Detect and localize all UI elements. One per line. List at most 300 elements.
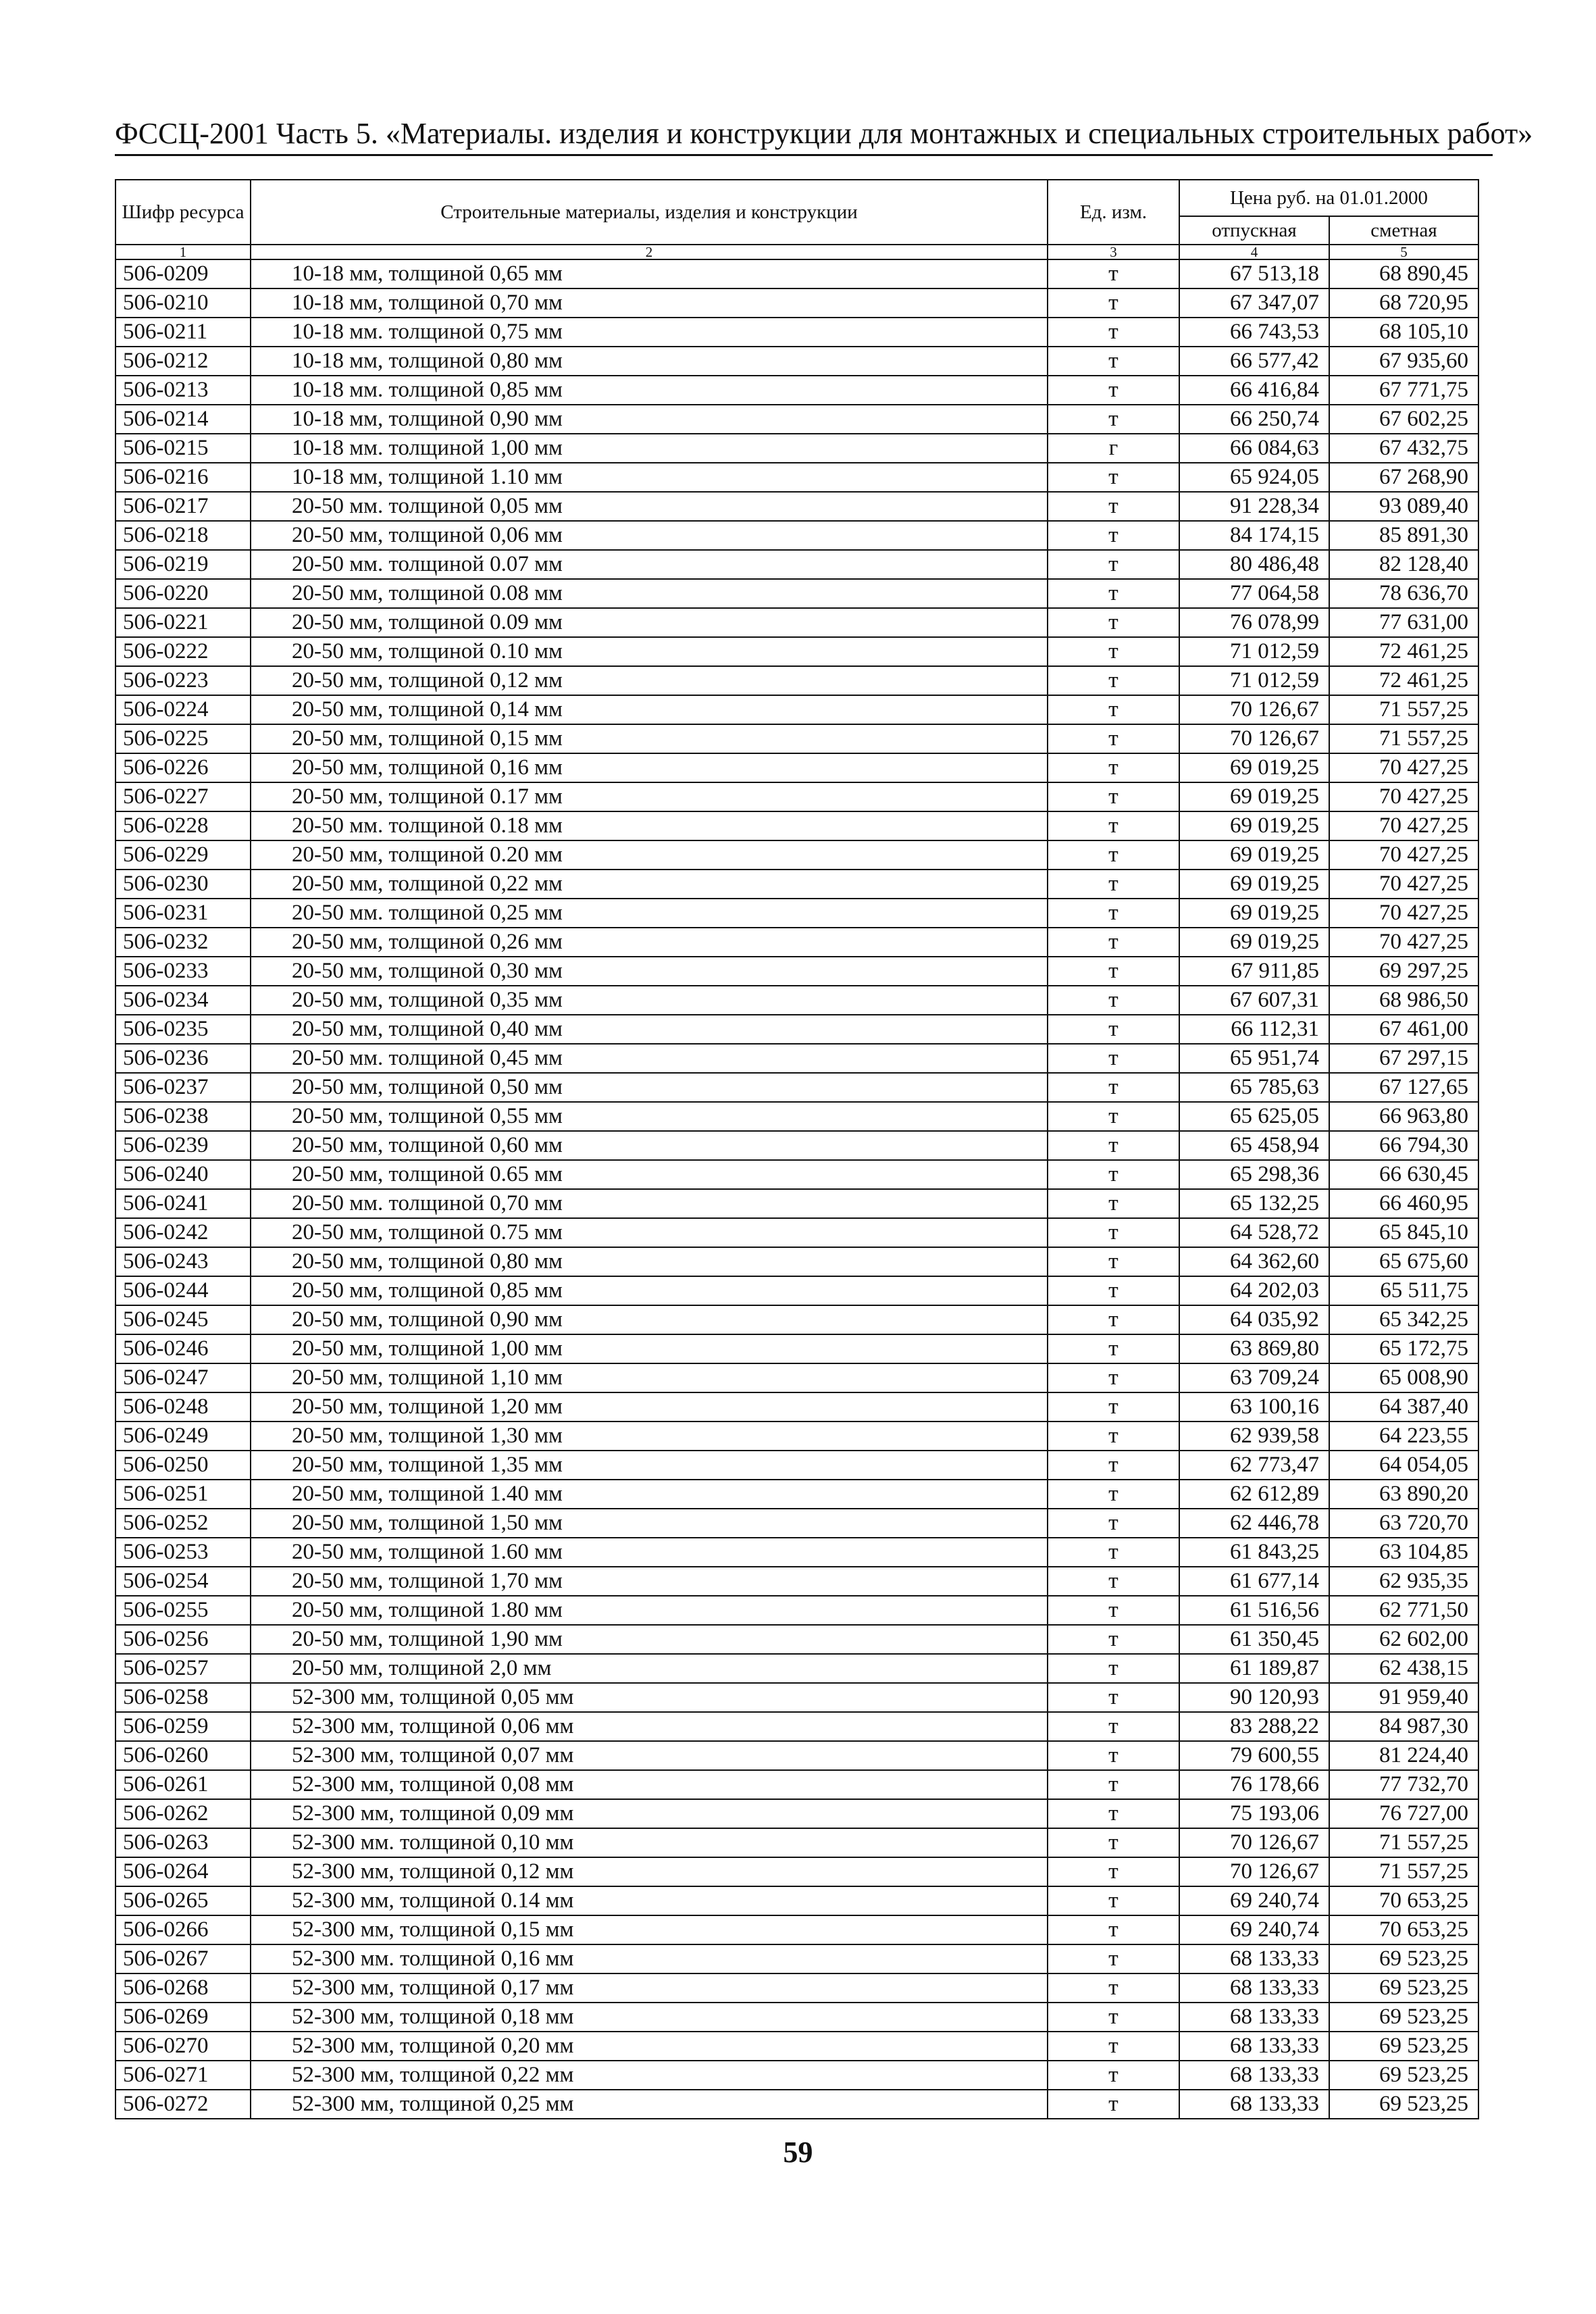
estimate-price: 68 986,50: [1329, 986, 1478, 1015]
estimate-price: 67 771,75: [1329, 376, 1478, 405]
unit-of-measure: т: [1048, 579, 1179, 608]
release-price: 68 133,33: [1179, 1944, 1329, 1973]
release-price: 69 019,25: [1179, 928, 1329, 957]
resource-code: 506-0218: [115, 521, 251, 550]
release-price: 76 078,99: [1179, 608, 1329, 637]
estimate-price: 63 720,70: [1329, 1509, 1478, 1538]
unit-of-measure: т: [1048, 376, 1179, 405]
unit-of-measure: т: [1048, 1538, 1179, 1567]
estimate-price: 66 794,30: [1329, 1131, 1478, 1160]
material-name: 52-300 мм, толщиной 0,12 мм: [251, 1857, 1048, 1886]
unit-of-measure: т: [1048, 1451, 1179, 1480]
resource-code: 506-0230: [115, 870, 251, 899]
material-name: 20-50 мм, толщиной 1,00 мм: [251, 1334, 1048, 1363]
unit-of-measure: т: [1048, 318, 1179, 347]
release-price: 70 126,67: [1179, 1857, 1329, 1886]
table-row: [115, 782, 1478, 811]
material-name: 20-50 мм, толщиной 0,12 мм: [251, 666, 1048, 695]
table-row: [115, 1102, 1478, 1131]
release-price: 61 516,56: [1179, 1596, 1329, 1625]
table-row: [115, 288, 1478, 318]
table-row: [115, 1712, 1478, 1741]
unit-of-measure: т: [1048, 1334, 1179, 1363]
release-price: 66 743,53: [1179, 318, 1329, 347]
table-row: [115, 986, 1478, 1015]
table-body: [115, 259, 1478, 2119]
release-price: 62 446,78: [1179, 1509, 1329, 1538]
estimate-price: 70 427,25: [1329, 840, 1478, 870]
release-price: 69 019,25: [1179, 753, 1329, 782]
estimate-price: 70 427,25: [1329, 928, 1478, 957]
material-name: 52-300 мм, толщиной 0,09 мм: [251, 1799, 1048, 1828]
unit-of-measure: т: [1048, 1654, 1179, 1683]
resource-code: 506-0265: [115, 1886, 251, 1915]
table-row: [115, 550, 1478, 579]
estimate-price: 65 172,75: [1329, 1334, 1478, 1363]
estimate-price: 64 223,55: [1329, 1422, 1478, 1451]
unit-of-measure: т: [1048, 1305, 1179, 1334]
table-row: [115, 1944, 1478, 1973]
release-price: 63 100,16: [1179, 1392, 1329, 1422]
resource-code: 506-0262: [115, 1799, 251, 1828]
table-row: [115, 318, 1478, 347]
unit-of-measure: т: [1048, 1247, 1179, 1276]
release-price: 66 250,74: [1179, 405, 1329, 434]
unit-of-measure: т: [1048, 637, 1179, 666]
table-row: [115, 1073, 1478, 1102]
estimate-price: 93 089,40: [1329, 492, 1478, 521]
material-name: 52-300 мм, толщиной 0,15 мм: [251, 1915, 1048, 1944]
unit-of-measure: т: [1048, 2003, 1179, 2032]
unit-of-measure: т: [1048, 2090, 1179, 2119]
release-price: 83 288,22: [1179, 1712, 1329, 1741]
material-name: 20-50 мм, толщиной 1.60 мм: [251, 1538, 1048, 1567]
resource-code: 506-0221: [115, 608, 251, 637]
unit-of-measure: т: [1048, 986, 1179, 1015]
material-name: 20-50 мм. толщиной 0,70 мм: [251, 1189, 1048, 1218]
estimate-price: 71 557,25: [1329, 1828, 1478, 1857]
resource-code: 506-0254: [115, 1567, 251, 1596]
estimate-price: 70 427,25: [1329, 870, 1478, 899]
estimate-price: 63 104,85: [1329, 1538, 1478, 1567]
resource-code: 506-0247: [115, 1363, 251, 1392]
resource-code: 506-0242: [115, 1218, 251, 1247]
material-name: 20-50 мм, толщиной 0,60 мм: [251, 1131, 1048, 1160]
release-price: 61 189,87: [1179, 1654, 1329, 1683]
material-name: 20-50 мм, толщиной 0,22 мм: [251, 870, 1048, 899]
release-price: 64 528,72: [1179, 1218, 1329, 1247]
material-name: 20-50 мм, толщиной 0,40 мм: [251, 1015, 1048, 1044]
resource-code: 506-0258: [115, 1683, 251, 1712]
resource-code: 506-0210: [115, 288, 251, 318]
resource-code: 506-0238: [115, 1102, 251, 1131]
release-price: 64 202,03: [1179, 1276, 1329, 1305]
estimate-price: 76 727,00: [1329, 1799, 1478, 1828]
resource-code: 506-0268: [115, 1973, 251, 2003]
release-price: 62 773,47: [1179, 1451, 1329, 1480]
unit-of-measure: т: [1048, 521, 1179, 550]
resource-code: 506-0250: [115, 1451, 251, 1480]
unit-of-measure: т: [1048, 1189, 1179, 1218]
resource-code: 506-0233: [115, 957, 251, 986]
unit-of-measure: т: [1048, 2032, 1179, 2061]
resource-code: 506-0263: [115, 1828, 251, 1857]
release-price: 64 035,92: [1179, 1305, 1329, 1334]
table-row: [115, 1973, 1478, 2003]
material-name: 20-50 мм. толщиной 0.18 мм: [251, 811, 1048, 840]
release-price: 67 513,18: [1179, 259, 1329, 288]
estimate-price: 65 008,90: [1329, 1363, 1478, 1392]
col-header-code: Шифр ресурса: [115, 180, 251, 245]
table-row: [115, 1741, 1478, 1770]
estimate-price: 70 427,25: [1329, 899, 1478, 928]
material-name: 20-50 мм, толщиной 1,30 мм: [251, 1422, 1048, 1451]
resource-code: 506-0248: [115, 1392, 251, 1422]
release-price: 61 350,45: [1179, 1625, 1329, 1654]
estimate-price: 71 557,25: [1329, 695, 1478, 724]
resource-code: 506-0252: [115, 1509, 251, 1538]
estimate-price: 71 557,25: [1329, 724, 1478, 753]
resource-code: 506-0231: [115, 899, 251, 928]
material-name: 10-18 мм, толщиной 1.10 мм: [251, 463, 1048, 492]
table-row: [115, 1363, 1478, 1392]
estimate-price: 65 675,60: [1329, 1247, 1478, 1276]
resource-code: 506-0220: [115, 579, 251, 608]
unit-of-measure: т: [1048, 1596, 1179, 1625]
material-name: 20-50 мм, толщиной 1.40 мм: [251, 1480, 1048, 1509]
release-price: 64 362,60: [1179, 1247, 1329, 1276]
material-name: 52-300 мм. толщиной 0,16 мм: [251, 1944, 1048, 1973]
table-row: [115, 724, 1478, 753]
unit-of-measure: т: [1048, 1973, 1179, 2003]
table-row: [115, 1160, 1478, 1189]
release-price: 69 019,25: [1179, 840, 1329, 870]
release-price: 84 174,15: [1179, 521, 1329, 550]
estimate-price: 84 987,30: [1329, 1712, 1478, 1741]
resource-code: 506-0217: [115, 492, 251, 521]
release-price: 76 178,66: [1179, 1770, 1329, 1799]
page-number: 59: [783, 2136, 813, 2169]
release-price: 65 951,74: [1179, 1044, 1329, 1073]
release-price: 70 126,67: [1179, 724, 1329, 753]
table-row: [115, 899, 1478, 928]
unit-of-measure: т: [1048, 1683, 1179, 1712]
resource-code: 506-0226: [115, 753, 251, 782]
estimate-price: 66 630,45: [1329, 1160, 1478, 1189]
col-header-price: Цена руб. на 01.01.2000: [1179, 180, 1478, 216]
estimate-price: 65 845,10: [1329, 1218, 1478, 1247]
material-name: 10-18 мм. толщиной 0,75 мм: [251, 318, 1048, 347]
resource-code: 506-0272: [115, 2090, 251, 2119]
estimate-price: 72 461,25: [1329, 666, 1478, 695]
unit-of-measure: т: [1048, 695, 1179, 724]
unit-of-measure: т: [1048, 288, 1179, 318]
resource-code: 506-0209: [115, 259, 251, 288]
table-row: [115, 928, 1478, 957]
material-name: 20-50 мм, толщиной 0.65 мм: [251, 1160, 1048, 1189]
resource-code: 506-0212: [115, 347, 251, 376]
resource-code: 506-0227: [115, 782, 251, 811]
table-row: [115, 1683, 1478, 1712]
material-name: 20-50 мм, толщиной 1,50 мм: [251, 1509, 1048, 1538]
release-price: 66 084,63: [1179, 434, 1329, 463]
release-price: 71 012,59: [1179, 666, 1329, 695]
unit-of-measure: т: [1048, 463, 1179, 492]
table-row: [115, 1131, 1478, 1160]
unit-of-measure: т: [1048, 405, 1179, 434]
release-price: 65 785,63: [1179, 1073, 1329, 1102]
table-row: [115, 637, 1478, 666]
unit-of-measure: т: [1048, 1770, 1179, 1799]
unit-of-measure: т: [1048, 608, 1179, 637]
table-row: [115, 1770, 1478, 1799]
release-price: 69 019,25: [1179, 811, 1329, 840]
table-row: [115, 1480, 1478, 1509]
table-row: [115, 492, 1478, 521]
table-row: [115, 1392, 1478, 1422]
material-name: 52-300 мм, толщиной 0,25 мм: [251, 2090, 1048, 2119]
col-number: 4: [1179, 245, 1329, 259]
table-row: [115, 870, 1478, 899]
table-row: [115, 1247, 1478, 1276]
table-row: [115, 1189, 1478, 1218]
table-row: [115, 1828, 1478, 1857]
table-row: [115, 376, 1478, 405]
resource-code: 506-0216: [115, 463, 251, 492]
resource-code: 506-0214: [115, 405, 251, 434]
table-row: [115, 2032, 1478, 2061]
release-price: 65 458,94: [1179, 1131, 1329, 1160]
table-row: [115, 1915, 1478, 1944]
table-row: [115, 1886, 1478, 1915]
estimate-price: 69 297,25: [1329, 957, 1478, 986]
unit-of-measure: т: [1048, 870, 1179, 899]
estimate-price: 67 297,15: [1329, 1044, 1478, 1073]
material-name: 20-50 мм, толщиной 0,90 мм: [251, 1305, 1048, 1334]
release-price: 66 112,31: [1179, 1015, 1329, 1044]
material-name: 20-50 мм, толщиной 0,30 мм: [251, 957, 1048, 986]
estimate-price: 66 460,95: [1329, 1189, 1478, 1218]
unit-of-measure: г: [1048, 434, 1179, 463]
table-row: [115, 666, 1478, 695]
estimate-price: 65 342,25: [1329, 1305, 1478, 1334]
estimate-price: 65 511,75: [1329, 1276, 1478, 1305]
release-price: 70 126,67: [1179, 1828, 1329, 1857]
estimate-price: 62 771,50: [1329, 1596, 1478, 1625]
release-price: 69 019,25: [1179, 870, 1329, 899]
unit-of-measure: т: [1048, 550, 1179, 579]
material-name: 20-50 мм, толщиной 2,0 мм: [251, 1654, 1048, 1683]
unit-of-measure: т: [1048, 1392, 1179, 1422]
estimate-price: 70 653,25: [1329, 1886, 1478, 1915]
release-price: 65 625,05: [1179, 1102, 1329, 1131]
unit-of-measure: т: [1048, 492, 1179, 521]
material-name: 20-50 мм, толщиной 0,80 мм: [251, 1247, 1048, 1276]
unit-of-measure: т: [1048, 259, 1179, 288]
resource-code: 506-0255: [115, 1596, 251, 1625]
release-price: 69 019,25: [1179, 782, 1329, 811]
unit-of-measure: т: [1048, 1102, 1179, 1131]
resource-code: 506-0237: [115, 1073, 251, 1102]
material-name: 52-300 мм, толщиной 0,18 мм: [251, 2003, 1048, 2032]
material-name: 20-50 мм, толщиной 0,15 мм: [251, 724, 1048, 753]
release-price: 70 126,67: [1179, 695, 1329, 724]
resource-code: 506-0266: [115, 1915, 251, 1944]
unit-of-measure: т: [1048, 1015, 1179, 1044]
table-row: [115, 2061, 1478, 2090]
resource-code: 506-0259: [115, 1712, 251, 1741]
resource-code: 506-0240: [115, 1160, 251, 1189]
resource-code: 506-0232: [115, 928, 251, 957]
material-name: 52-300 мм, толщиной 0,20 мм: [251, 2032, 1048, 2061]
material-name: 20-50 мм, толщиной 1,70 мм: [251, 1567, 1048, 1596]
table-row: [115, 1305, 1478, 1334]
release-price: 68 133,33: [1179, 2090, 1329, 2119]
resource-code: 506-0225: [115, 724, 251, 753]
table-row: [115, 753, 1478, 782]
resource-code: 506-0223: [115, 666, 251, 695]
resource-code: 506-0243: [115, 1247, 251, 1276]
header-rule: [115, 154, 1493, 156]
estimate-price: 62 935,35: [1329, 1567, 1478, 1596]
material-name: 20-50 мм. толщиной 0.07 мм: [251, 550, 1048, 579]
release-price: 68 133,33: [1179, 2061, 1329, 2090]
estimate-price: 68 890,45: [1329, 259, 1478, 288]
material-name: 52-300 мм. толщиной 0,10 мм: [251, 1828, 1048, 1857]
price-table: [115, 179, 1479, 2119]
material-name: 20-50 мм, толщиной 0,06 мм: [251, 521, 1048, 550]
unit-of-measure: т: [1048, 840, 1179, 870]
resource-code: 506-0211: [115, 318, 251, 347]
material-name: 20-50 мм, толщиной 0.10 мм: [251, 637, 1048, 666]
release-price: 75 193,06: [1179, 1799, 1329, 1828]
table-row: [115, 1654, 1478, 1683]
material-name: 20-50 мм, толщиной 0.75 мм: [251, 1218, 1048, 1247]
table-row: [115, 2090, 1478, 2119]
estimate-price: 63 890,20: [1329, 1480, 1478, 1509]
unit-of-measure: т: [1048, 1276, 1179, 1305]
table-row: [115, 1015, 1478, 1044]
release-price: 69 240,74: [1179, 1915, 1329, 1944]
material-name: 52-300 мм, толщиной 0,05 мм: [251, 1683, 1048, 1712]
table-row: [115, 695, 1478, 724]
estimate-price: 69 523,25: [1329, 2090, 1478, 2119]
material-name: 10-18 мм, толщиной 0,65 мм: [251, 259, 1048, 288]
table-row: [115, 1422, 1478, 1451]
material-name: 20-50 мм, толщиной 0,50 мм: [251, 1073, 1048, 1102]
estimate-price: 64 387,40: [1329, 1392, 1478, 1422]
estimate-price: 69 523,25: [1329, 1973, 1478, 2003]
resource-code: 506-0256: [115, 1625, 251, 1654]
estimate-price: 62 438,15: [1329, 1654, 1478, 1683]
release-price: 63 709,24: [1179, 1363, 1329, 1392]
table-row: [115, 1044, 1478, 1073]
estimate-price: 85 891,30: [1329, 521, 1478, 550]
estimate-price: 67 602,25: [1329, 405, 1478, 434]
release-price: 79 600,55: [1179, 1741, 1329, 1770]
table-row: [115, 840, 1478, 870]
resource-code: 506-0241: [115, 1189, 251, 1218]
material-name: 20-50 мм, толщиной 0.08 мм: [251, 579, 1048, 608]
table-row: [115, 1218, 1478, 1247]
col-number: 2: [251, 245, 1048, 259]
unit-of-measure: т: [1048, 1712, 1179, 1741]
table-row: [115, 957, 1478, 986]
table-row: [115, 1334, 1478, 1363]
estimate-price: 72 461,25: [1329, 637, 1478, 666]
resource-code: 506-0229: [115, 840, 251, 870]
col-header-release: отпускная: [1179, 216, 1329, 245]
material-name: 20-50 мм, толщиной 0.09 мм: [251, 608, 1048, 637]
table-row: [115, 1509, 1478, 1538]
material-name: 52-300 мм, толщиной 0,07 мм: [251, 1741, 1048, 1770]
unit-of-measure: т: [1048, 1886, 1179, 1915]
material-name: 20-50 мм, толщиной 0,26 мм: [251, 928, 1048, 957]
table-row: [115, 1451, 1478, 1480]
resource-code: 506-0271: [115, 2061, 251, 2090]
resource-code: 506-0234: [115, 986, 251, 1015]
estimate-price: 78 636,70: [1329, 579, 1478, 608]
material-name: 10-18 мм, толщиной 0,90 мм: [251, 405, 1048, 434]
material-name: 20-50 мм, толщиной 0.20 мм: [251, 840, 1048, 870]
estimate-price: 71 557,25: [1329, 1857, 1478, 1886]
release-price: 65 924,05: [1179, 463, 1329, 492]
estimate-price: 69 523,25: [1329, 2003, 1478, 2032]
material-name: 20-50 мм, толщиной 0,16 мм: [251, 753, 1048, 782]
estimate-price: 67 432,75: [1329, 434, 1478, 463]
unit-of-measure: т: [1048, 2061, 1179, 2090]
table-row: [115, 434, 1478, 463]
resource-code: 506-0251: [115, 1480, 251, 1509]
estimate-price: 81 224,40: [1329, 1741, 1478, 1770]
col-header-estimate: сметная: [1329, 216, 1478, 245]
resource-code: 506-0249: [115, 1422, 251, 1451]
release-price: 91 228,34: [1179, 492, 1329, 521]
release-price: 67 347,07: [1179, 288, 1329, 318]
release-price: 69 019,25: [1179, 899, 1329, 928]
estimate-price: 67 127,65: [1329, 1073, 1478, 1102]
col-number: 1: [115, 245, 251, 259]
estimate-price: 64 054,05: [1329, 1451, 1478, 1480]
unit-of-measure: т: [1048, 957, 1179, 986]
estimate-price: 70 653,25: [1329, 1915, 1478, 1944]
table-row: [115, 259, 1478, 288]
resource-code: 506-0213: [115, 376, 251, 405]
table-row: [115, 579, 1478, 608]
col-number: 5: [1329, 245, 1478, 259]
material-name: 20-50 мм. толщиной 0,45 мм: [251, 1044, 1048, 1073]
estimate-price: 66 963,80: [1329, 1102, 1478, 1131]
unit-of-measure: т: [1048, 1828, 1179, 1857]
table-row: [115, 1567, 1478, 1596]
unit-of-measure: т: [1048, 1567, 1179, 1596]
unit-of-measure: т: [1048, 724, 1179, 753]
resource-code: 506-0264: [115, 1857, 251, 1886]
table-row: [115, 405, 1478, 434]
material-name: 20-50 мм, толщиной 1.80 мм: [251, 1596, 1048, 1625]
unit-of-measure: т: [1048, 1915, 1179, 1944]
table-row: [115, 1276, 1478, 1305]
resource-code: 506-0267: [115, 1944, 251, 1973]
estimate-price: 70 427,25: [1329, 811, 1478, 840]
table-row: [115, 347, 1478, 376]
resource-code: 506-0228: [115, 811, 251, 840]
unit-of-measure: т: [1048, 1073, 1179, 1102]
material-name: 20-50 мм, толщиной 0.17 мм: [251, 782, 1048, 811]
resource-code: 506-0244: [115, 1276, 251, 1305]
unit-of-measure: т: [1048, 928, 1179, 957]
release-price: 71 012,59: [1179, 637, 1329, 666]
